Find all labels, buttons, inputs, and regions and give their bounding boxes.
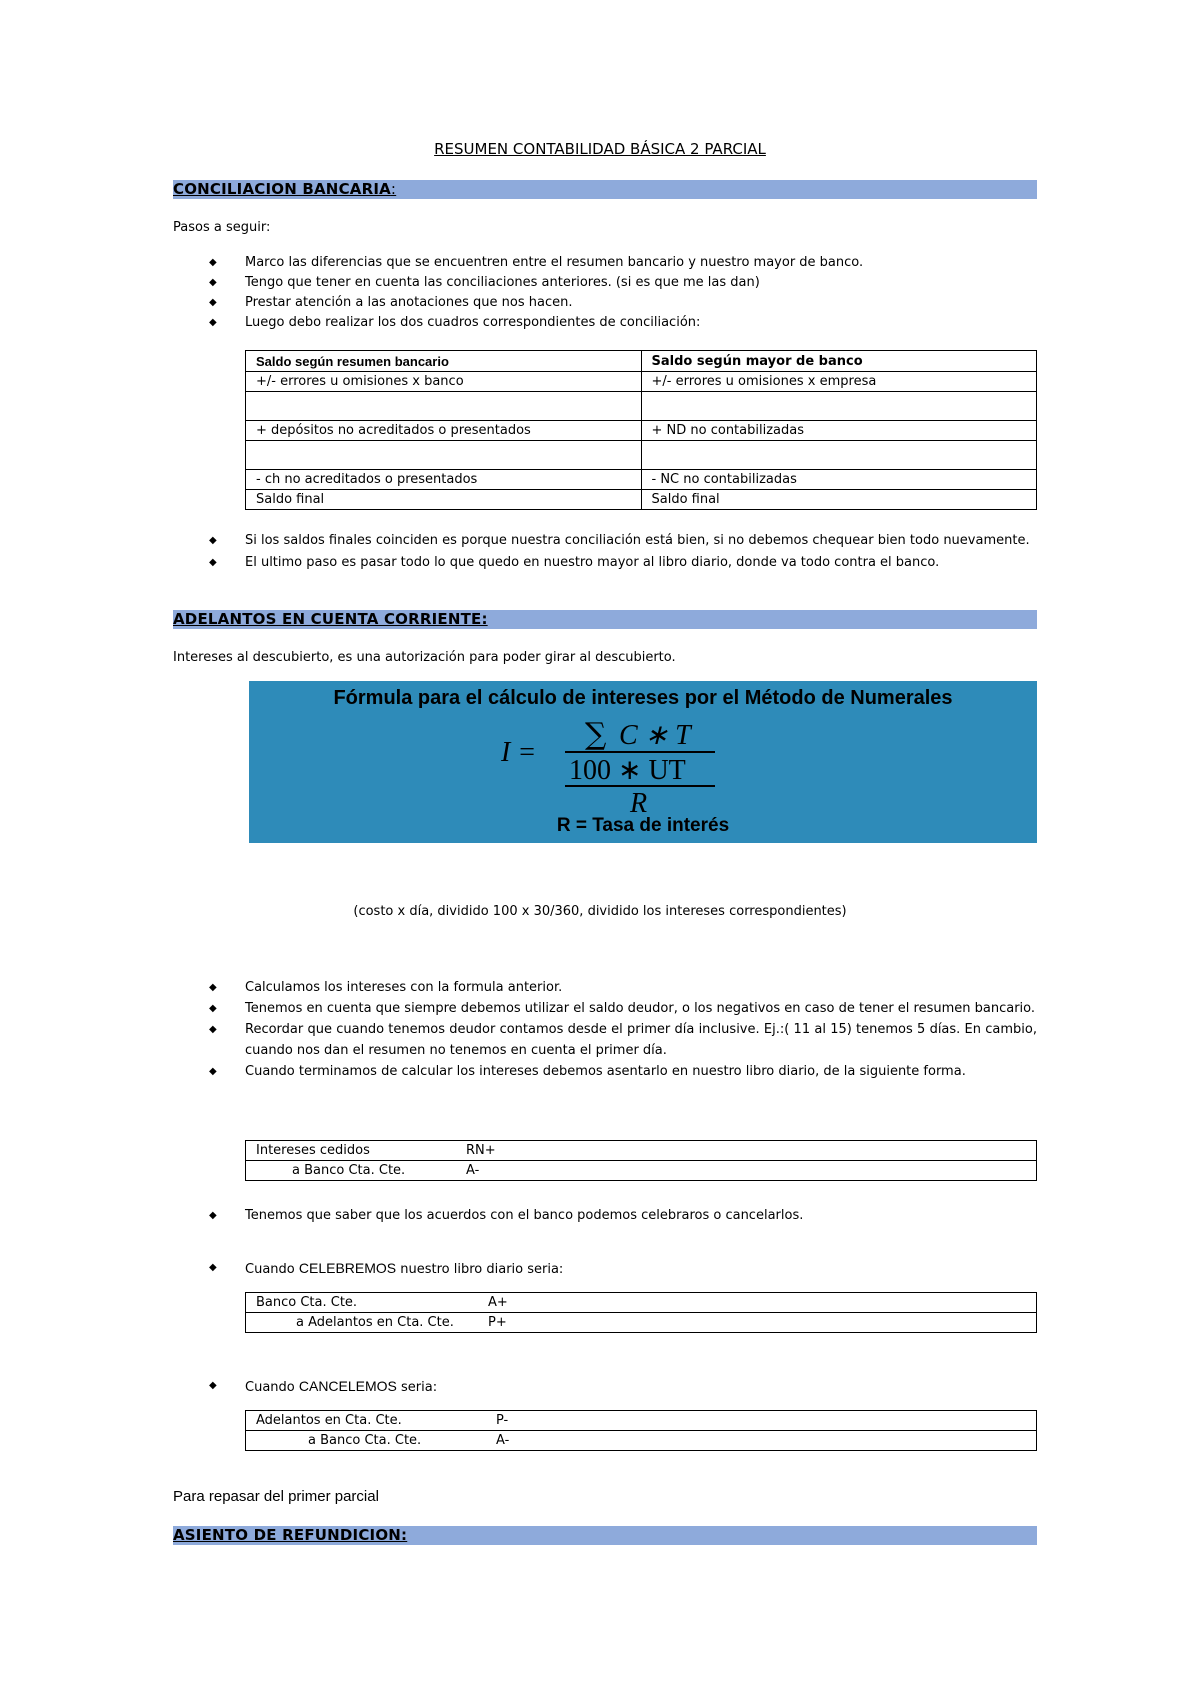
entry-code: A- — [486, 1431, 1037, 1451]
journal-entry-interest — [245, 1140, 1037, 1181]
table-cell: + depósitos no acreditados o presentados — [246, 421, 642, 441]
table-cell: - NC no contabilizadas — [641, 470, 1037, 490]
entry-account: Banco Cta. Cte. — [246, 1293, 479, 1313]
bullet-icon: ◆ — [209, 1262, 217, 1273]
list-item: ◆ Si los saldos finales coinciden es porque nuestra conciliación está bien, si no debemos chequear bien todo nuevamente. — [173, 530, 1037, 552]
steps-list — [173, 253, 1037, 333]
entry-code: P- — [486, 1411, 1037, 1431]
after-table-list — [173, 530, 1037, 574]
bullet-icon: ◆ — [209, 277, 217, 288]
entry-code: P+ — [478, 1313, 1037, 1333]
bullet-icon: ◆ — [209, 535, 217, 546]
table-cell: - ch no acreditados o presentados — [246, 470, 642, 490]
formula-numerator: C ∗ T — [619, 720, 691, 751]
intro-text: Intereses al descubierto, es una autorización para poder girar al descubierto. — [173, 650, 676, 665]
journal-entry-cancel — [245, 1410, 1037, 1451]
page-title: RESUMEN CONTABILIDAD BÁSICA 2 PARCIAL — [434, 140, 766, 158]
table-cell: + ND no contabilizadas — [641, 421, 1037, 441]
section-heading-refundicion: ASIENTO DE REFUNDICION: — [173, 1526, 1037, 1545]
bullet-icon: ◆ — [209, 1024, 217, 1035]
table-cell — [246, 392, 642, 421]
intro-text: Pasos a seguir: — [173, 220, 271, 235]
list-item: ◆ Prestar atención a las anotaciones que nos hacen. — [173, 293, 1037, 313]
table-header-bank: Saldo según resumen bancario — [246, 351, 642, 372]
bullet-icon: ◆ — [209, 1066, 217, 1077]
bullet-icon: ◆ — [209, 297, 217, 308]
formula-lhs: I = — [501, 737, 537, 768]
bullet-icon: ◆ — [209, 1003, 217, 1014]
entry-account: Intereses cedidos — [246, 1141, 457, 1161]
formula-title: Fórmula para el cálculo de intereses por el Método de Numerales — [333, 687, 953, 709]
list-item: ◆ Tengo que tener en cuenta las conciliaciones anteriores. (si es que me las dan) — [173, 273, 1037, 293]
table-header-ledger: Saldo según mayor de banco — [641, 351, 1037, 372]
list-item: ◆ Calculamos los intereses con la formula anterior. — [173, 977, 1037, 998]
formula-denominator: 100 ∗ UT — [569, 755, 686, 786]
list-item: ◆ Cuando CELEBREMOS nuestro libro diario seria: — [209, 1260, 564, 1277]
agree-list — [173, 1206, 1037, 1226]
table-cell — [246, 441, 642, 470]
celebrate-list — [173, 1258, 1037, 1280]
bullet-icon: ◆ — [209, 317, 217, 328]
list-item: ◆ Marco las diferencias que se encuentren entre el resumen bancario y nuestro mayor de banco. — [173, 253, 1037, 273]
formula-image — [249, 681, 1037, 843]
conciliation-table — [245, 350, 1037, 510]
interest-list — [173, 977, 1037, 1082]
table-cell — [641, 392, 1037, 421]
list-item: ◆ Cuando terminamos de calcular los intereses debemos asentarlo en nuestro libro diario, de la siguiente forma. — [173, 1061, 1037, 1082]
table-cell: +/- errores u omisiones x empresa — [641, 372, 1037, 392]
entry-account: a Adelantos en Cta. Cte. — [246, 1313, 479, 1333]
list-item: ◆ El ultimo paso es pasar todo lo que quedo en nuestro mayor al libro diario, donde va todo contra el banco. — [173, 552, 1037, 574]
formula-note: (costo x día, dividido 100 x 30/360, dividido los intereses correspondientes) — [353, 904, 847, 919]
table-cell: +/- errores u omisiones x banco — [246, 372, 642, 392]
bullet-icon: ◆ — [209, 257, 217, 268]
table-cell — [641, 441, 1037, 470]
bullet-icon: ◆ — [209, 982, 217, 993]
entry-code: A- — [456, 1161, 1037, 1181]
cancel-list — [173, 1376, 1037, 1398]
entry-account: a Banco Cta. Cte. — [246, 1431, 487, 1451]
bullet-icon: ◆ — [209, 1380, 217, 1391]
list-item: ◆ Cuando CANCELEMOS seria: — [209, 1378, 438, 1395]
table-cell: Saldo final — [246, 490, 642, 510]
list-item: ◆ Tenemos en cuenta que siempre debemos utilizar el saldo deudor, o los negativos en caso de tener el resumen bancario. — [173, 998, 1037, 1019]
journal-entry-celebrate — [245, 1292, 1037, 1333]
entry-account: Adelantos en Cta. Cte. — [246, 1411, 487, 1431]
section-heading-adelantos: ADELANTOS EN CUENTA CORRIENTE: — [173, 610, 1037, 629]
list-item: ◆ Tenemos que saber que los acuerdos con el banco podemos celebraros o cancelarlos. — [173, 1206, 1037, 1226]
formula-legend: R = Tasa de interés — [556, 815, 730, 836]
entry-code: A+ — [478, 1293, 1037, 1313]
entry-account: a Banco Cta. Cte. — [246, 1161, 457, 1181]
review-note: Para repasar del primer parcial — [173, 1488, 379, 1505]
bullet-icon: ◆ — [209, 1210, 217, 1221]
list-item: ◆ Luego debo realizar los dos cuadros correspondientes de conciliación: — [173, 313, 1037, 333]
formula-divisor: R — [630, 788, 648, 819]
list-item: ◆ Recordar que cuando tenemos deudor contamos desde el primer día inclusive. Ej.:( 11 al 15) tenemos 5 días. En cambio, cuando nos dan el resumen no tenemos en cuenta el primer día. — [173, 1019, 1037, 1061]
section-heading-conciliacion: CONCILIACION BANCARIA: — [173, 180, 1037, 199]
table-cell: Saldo final — [641, 490, 1037, 510]
formula-sum: ∑ — [585, 717, 607, 752]
bullet-icon: ◆ — [209, 557, 217, 568]
entry-code: RN+ — [456, 1141, 1037, 1161]
